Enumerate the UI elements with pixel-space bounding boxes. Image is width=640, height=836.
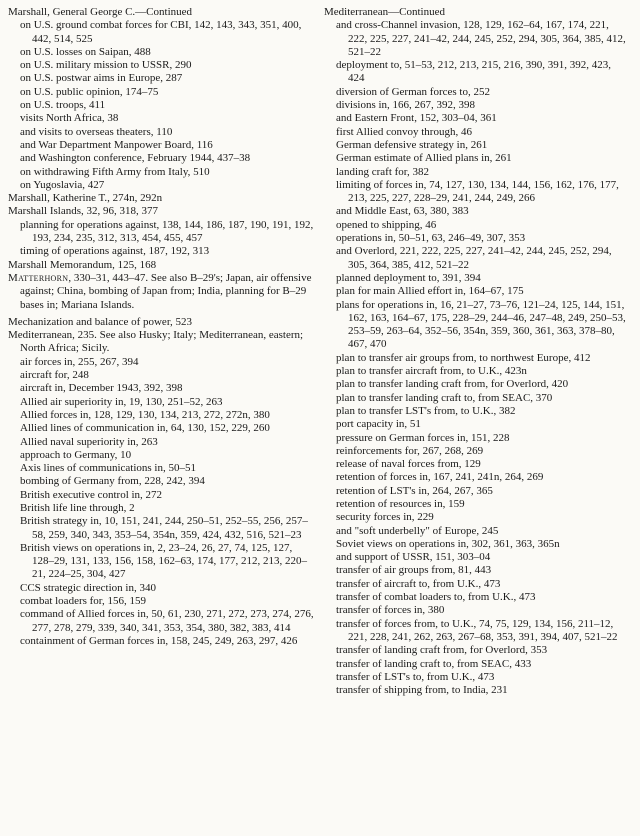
index-subentry: plan to transfer LST's from, to U.K., 382 [336,404,516,417]
index-subentry: and Eastern Front, 152, 303–04, 361 [336,112,497,125]
index-subentry: British life line through, 2 [20,501,135,514]
index-subentry: Soviet views on operations in, 302, 361, 363, 365n [336,537,560,550]
index-subentry: visits North Africa, 38 [20,112,119,125]
index-subentry: transfer of landing craft to, from SEAC, 433 [336,657,532,670]
index-subentry: retention of forces in, 167, 241, 241n, 264, 269 [336,471,544,484]
index-subentry: German defensive strategy in, 261 [336,138,488,151]
index-subentry: plan to transfer aircraft from, to U.K., 423n [336,365,527,378]
index-subentry: British views on operations in, 2, 23–24, 26, 27, 74, 125, 127, 128–29, 131, 133, 156, 158, 162–63, 174, 177, 212, 213, 220–21, 224–25, 304, 427 [20,541,307,581]
index-subentry: deployment to, 51–53, 212, 213, 215, 216, 390, 391, 392, 423, 424 [336,59,611,85]
index-subentry: air forces in, 255, 267, 394 [20,355,139,368]
index-subentry: command of Allied forces in, 50, 61, 230, 271, 272, 273, 274, 276, 277, 278, 279, 339, 340, 341, 353, 354, 380, 382, 383, 414 [20,608,314,634]
index-subentry: port capacity in, 51 [336,418,421,431]
index-subentry: on withdrawing Fifth Army from Italy, 510 [20,165,210,178]
index-subentry: operations in, 50–51, 63, 246–49, 307, 353 [336,232,526,245]
index-subentry: aircraft in, December 1943, 392, 398 [20,382,183,395]
index-subentry: Allied forces in, 128, 129, 130, 134, 213, 272, 272n, 380 [20,408,270,421]
index-subentry: transfer of landing craft from, for Overlord, 353 [336,644,548,657]
index-heading: Marshall, Katherine T., 274n, 292n [8,192,163,205]
index-heading: Marshall Memorandum, 125, 168 [8,258,157,271]
index-subentry: and "soft underbelly" of Europe, 245 [336,524,499,537]
index-subentry: planned deployment to, 391, 394 [336,271,481,284]
index-subentry: on U.S. ground combat forces for CBI, 142, 143, 343, 351, 400, 442, 514, 525 [20,19,302,45]
index-subentry: on U.S. military mission to USSR, 290 [20,59,192,72]
index-subentry: plans for operations in, 16, 21–27, 73–76, 121–24, 125, 144, 151, 162, 163, 164–67, 175, 228–29, 244–46, 247–48, 249, 250–53, 253–59, 263–64, 352–56, 354n, 359, 360, 361, 363, 378–80, 467, 470 [336,298,626,351]
index-subentry: German estimate of Allied plans in, 261 [336,152,512,165]
index-subentry: CCS strategic direction in, 340 [20,581,156,594]
index-subentry: on U.S. postwar aims in Europe, 287 [20,72,183,85]
index-subentry: transfer of shipping from, to India, 231 [336,684,508,697]
index-subentry: retention of LST's in, 264, 267, 365 [336,484,493,497]
index-subentry: plan to transfer air groups from, to northwest Europe, 412 [336,351,591,364]
index-subentry: plan to transfer landing craft from, for Overlord, 420 [336,378,569,391]
index-heading: Mechanization and balance of power, 523 [8,315,193,328]
index-subentry: diversion of German forces to, 252 [336,85,490,98]
index-heading: Marshall Islands, 32, 96, 318, 377 [8,205,159,218]
index-subentry: on U.S. losses on Saipan, 488 [20,45,151,58]
index-column-left [8,6,314,836]
index-subentry: transfer of combat loaders to, from U.K., 473 [336,591,536,604]
index-subentry: bombing of Germany from, 228, 242, 394 [20,475,205,488]
index-subentry: and cross-Channel invasion, 128, 129, 162–64, 167, 174, 221, 222, 225, 227, 241–42, 244, 245, 252, 294, 305, 364, 385, 412, 521–22 [336,19,626,58]
index-subentry: release of naval forces from, 129 [336,458,481,471]
index-subentry: opened to shipping, 46 [336,218,437,231]
index-subentry: retention of resources in, 159 [336,497,465,510]
index-subentry: transfer of forces in, 380 [336,604,445,617]
index-subentry: and support of USSR, 151, 303–04 [336,551,491,564]
index-subentry: on U.S. troops, 411 [20,99,106,112]
index-subentry: planning for operations against, 138, 144, 186, 187, 190, 191, 192, 193, 234, 235, 312, 313, 454, 455, 457 [20,218,314,245]
index-heading: Marshall, General George C.—Continued [8,6,193,18]
index-subentry: on Yugoslavia, 427 [20,178,105,191]
index-subentry: transfer of LST's to, from U.K., 473 [336,670,495,683]
index-subentry: pressure on German forces in, 151, 228 [336,431,510,444]
index-subentry: containment of German forces in, 158, 245, 249, 263, 297, 426 [20,634,298,647]
index-subentry: combat loaders for, 156, 159 [20,595,147,608]
index-subentry: limiting of forces in, 74, 127, 130, 134, 144, 156, 162, 176, 177, 213, 225, 227, 228–29, 241, 244, 249, 266 [336,178,619,205]
index-subentry: approach to Germany, 10 [20,448,132,461]
index-subentry: and Overlord, 221, 222, 225, 227, 241–42, 244, 245, 252, 294, 305, 364, 385, 412, 521–22 [336,245,612,271]
index-column-right [324,6,630,836]
index-subentry: transfer of aircraft to, from U.K., 473 [336,577,501,590]
index-subentry: first Allied convoy through, 46 [336,125,472,138]
index-subentry: Allied air superiority in, 19, 130, 251–52, 263 [20,395,223,408]
index-subentry: and Middle East, 63, 380, 383 [336,205,469,218]
index-subentry: reinforcements for, 267, 268, 269 [336,444,484,457]
index-subentry: divisions in, 166, 267, 392, 398 [336,99,476,112]
index-subentry: plan to transfer landing craft to, from SEAC, 370 [336,391,553,404]
index-subentry: British executive control in, 272 [20,488,163,501]
index-subentry: landing craft for, 382 [336,165,430,178]
index-heading [8,272,314,312]
index-subentry: Axis lines of communications in, 50–51 [20,462,196,475]
index-heading-term: Matterhorn [8,271,69,284]
index-subentry: plan for main Allied effort in, 164–67, 175 [336,285,524,298]
index-subentry: transfer of air groups from, 81, 443 [336,564,492,577]
index-subentry: and visits to overseas theaters, 110 [20,125,173,138]
index-subentry: British strategy in, 10, 151, 241, 244, 250–51, 252–55, 256, 257–58, 259, 340, 343, 353–54, 354n, 359, 424, 432, 516, 521–23 [20,515,308,541]
index-subentry: security forces in, 229 [336,511,434,524]
index-subentry: timing of operations against, 187, 192, 313 [20,245,210,258]
index-subentry: and War Department Manpower Board, 116 [20,138,213,151]
index-subentry: Allied naval superiority in, 263 [20,435,158,448]
index-subentry: aircraft for, 248 [20,369,89,382]
index-heading: Mediterranean—Continued [324,6,445,18]
index-subentry: and Washington conference, February 1944, 437–38 [20,152,251,165]
index-heading-rest: , 330–31, 443–47. See also B–29's; Japan, air offensive against; China, bombing of Japan from; India, planning for B–29 bases in; Mariana Islands. [20,271,312,311]
index-subentry: transfer of forces from, to U.K., 74, 75, 129, 134, 156, 211–12, 221, 228, 241, 262, 263, 267–68, 353, 391, 394, 407, 521–22 [336,617,618,643]
index-subentry: on U.S. public opinion, 174–75 [20,85,159,98]
index-heading: Mediterranean, 235. See also Husky; Italy; Mediterranean, eastern; North Africa; Sicily. [8,329,304,355]
index-subentry: Allied lines of communication in, 64, 130, 152, 229, 260 [20,422,270,435]
